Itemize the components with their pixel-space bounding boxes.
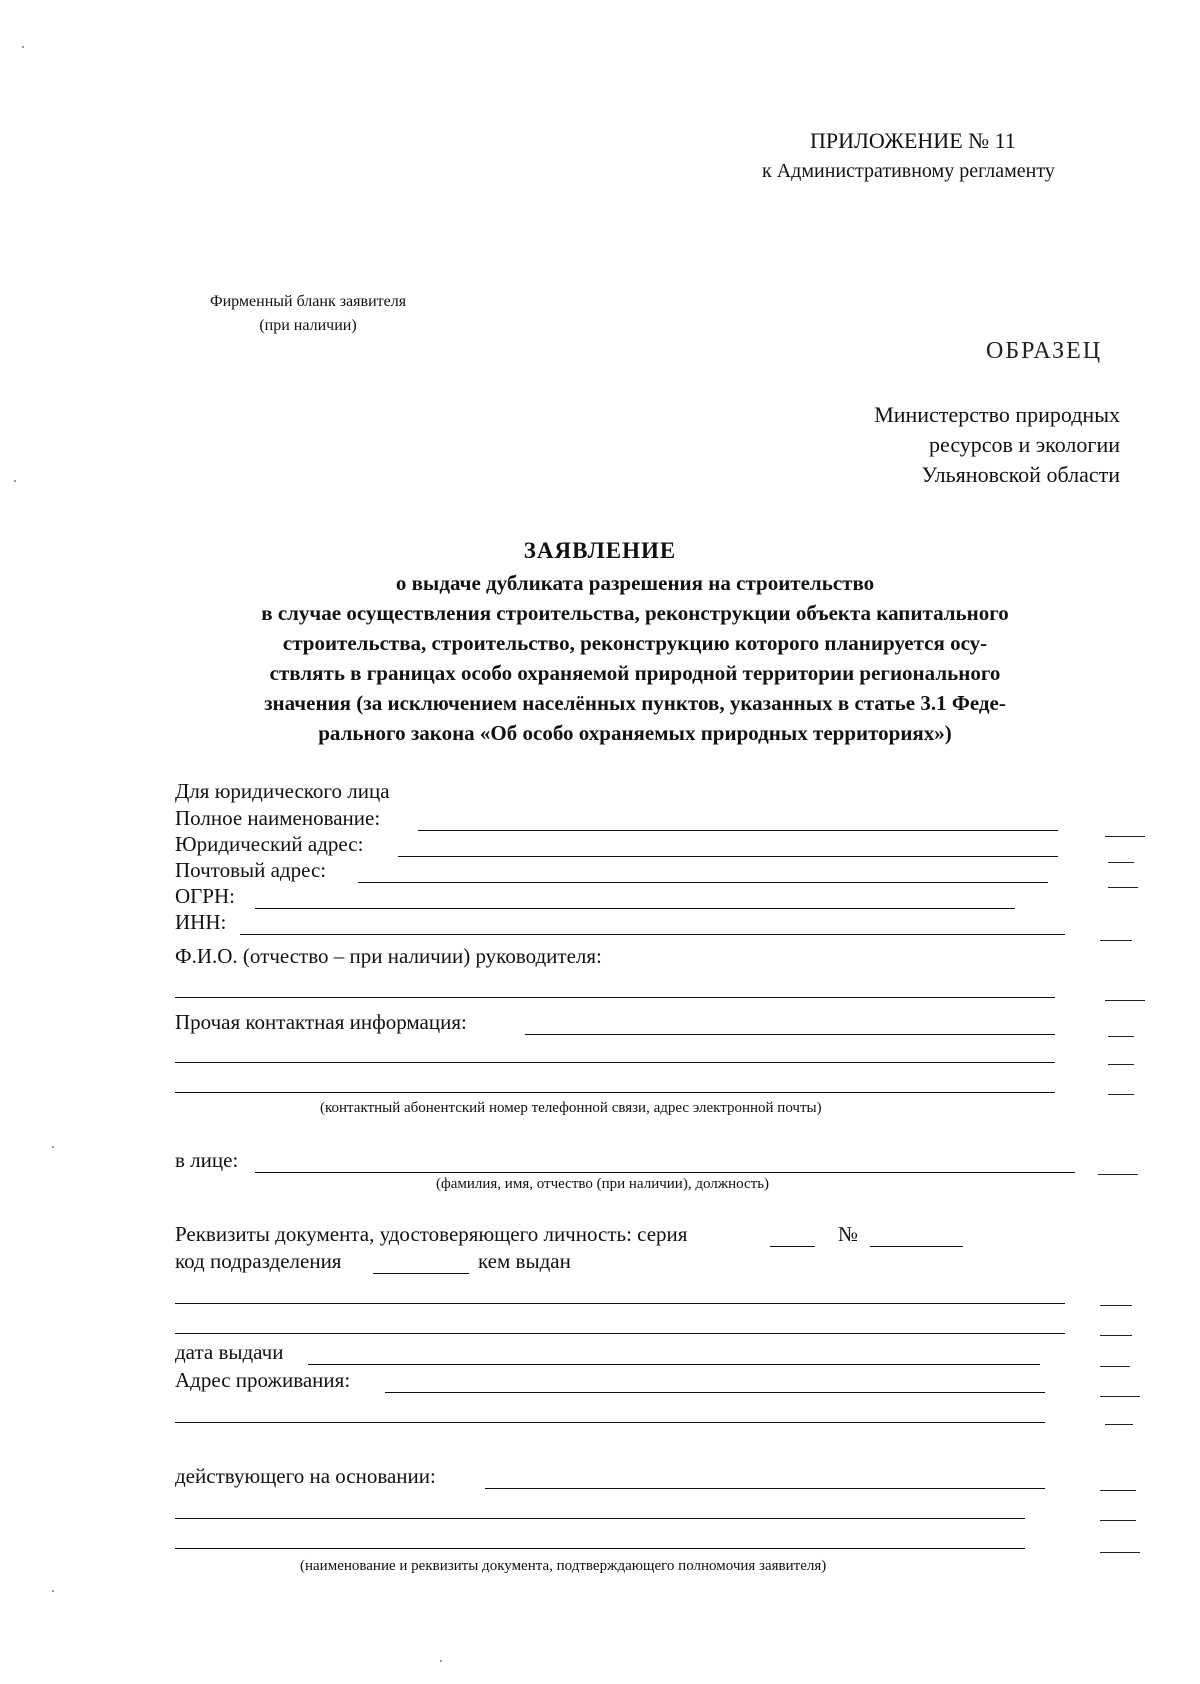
issued-by-field-1[interactable]: [175, 1303, 1065, 1304]
residence-field-2[interactable]: [175, 1422, 1045, 1423]
contact-label: Прочая контактная информация:: [175, 1010, 467, 1034]
scan-speck: [52, 1146, 54, 1148]
id-number-field[interactable]: [870, 1246, 963, 1247]
basis-field-3[interactable]: [175, 1548, 1025, 1549]
scan-speck: [22, 46, 24, 48]
margin-dash: [1100, 1552, 1140, 1553]
ogrn-field[interactable]: [255, 908, 1015, 909]
legal-address-field[interactable]: [398, 856, 1058, 857]
id-number-label: №: [838, 1222, 859, 1246]
margin-dash: [1100, 1490, 1136, 1491]
contact-hint: (контактный абонентский номер телефонной связи, адрес электронной почты): [320, 1100, 822, 1116]
subject-line: рального закона «Об особо охраняемых природных территориях»): [318, 721, 952, 745]
subject-line: о выдаче дубликата разрешения на строительство: [395, 571, 875, 595]
inn-field[interactable]: [240, 934, 1065, 935]
scan-speck: [440, 1660, 442, 1662]
residence-label: Адрес проживания:: [175, 1368, 351, 1392]
sample-mark: ОБРАЗЕЦ: [986, 338, 1103, 364]
subject-line: в случае осуществления строительства, реконструкции объекта капитального: [261, 601, 1009, 625]
issue-date-label: дата выдачи: [175, 1340, 284, 1364]
margin-dash: [1100, 1305, 1132, 1306]
margin-dash: [1100, 1520, 1136, 1521]
full-name-label: Полное наименование:: [175, 806, 381, 830]
margin-dash: [1100, 1335, 1132, 1336]
document-title: ЗАЯВЛЕНИЕ: [523, 538, 677, 563]
margin-dash: [1098, 1174, 1138, 1175]
contact-field-3[interactable]: [175, 1092, 1055, 1093]
appendix-title: ПРИЛОЖЕНИЕ № 11: [810, 128, 1016, 153]
issued-by-field-2[interactable]: [175, 1333, 1065, 1334]
full-name-field[interactable]: [418, 830, 1058, 831]
margin-dash: [1100, 1396, 1140, 1397]
basis-field-2[interactable]: [175, 1518, 1025, 1519]
division-code-label: код подразделения: [175, 1249, 342, 1273]
margin-dash: [1105, 1000, 1145, 1001]
ogrn-label: ОГРН:: [175, 884, 235, 908]
margin-dash: [1108, 887, 1138, 888]
appendix-subtitle: к Административному регламенту: [762, 160, 1055, 182]
margin-dash: [1100, 940, 1132, 941]
letterhead-line-1: Фирменный бланк заявителя: [209, 293, 407, 310]
letterhead-note: [178, 290, 438, 338]
margin-dash: [1105, 1424, 1133, 1425]
represented-by-field[interactable]: [255, 1172, 1075, 1173]
margin-dash: [1108, 862, 1134, 863]
residence-field-1[interactable]: [385, 1392, 1045, 1393]
scan-speck: [52, 1590, 54, 1592]
legal-address-label: Юридический адрес:: [175, 832, 364, 856]
recipient-line-3: Ульяновской области: [921, 462, 1120, 487]
recipient-block: [760, 400, 1120, 490]
subject-line: значения (за исключением населённых пунктов, указанных в статье 3.1 Феде-: [264, 691, 1006, 715]
inn-label: ИНН:: [175, 910, 227, 934]
basis-label: действующего на основании:: [175, 1464, 436, 1488]
postal-address-field[interactable]: [358, 882, 1048, 883]
director-field[interactable]: [175, 997, 1055, 998]
margin-dash: [1100, 1366, 1130, 1367]
id-document-label: Реквизиты документа, удостоверяющего личность: серия: [175, 1222, 688, 1246]
director-label: Ф.И.О. (отчество – при наличии) руководителя:: [175, 944, 602, 968]
contact-field-2[interactable]: [175, 1062, 1055, 1063]
document-subject: [150, 568, 1120, 748]
id-series-field[interactable]: [770, 1246, 815, 1247]
legal-entity-heading: Для юридического лица: [175, 779, 390, 803]
recipient-line-1: Министерство природных: [874, 402, 1120, 427]
division-code-field[interactable]: [373, 1273, 469, 1274]
postal-address-label: Почтовый адрес:: [175, 858, 327, 882]
margin-dash: [1108, 1064, 1134, 1065]
subject-line: строительства, строительство, реконструкцию которого планируется осу-: [282, 631, 988, 655]
recipient-line-2: ресурсов и экологии: [929, 432, 1120, 457]
represented-by-label: в лице:: [175, 1148, 239, 1172]
contact-field-1[interactable]: [525, 1034, 1055, 1035]
scan-speck: [14, 480, 16, 482]
basis-field-1[interactable]: [485, 1488, 1045, 1489]
subject-line: ствлять в границах особо охраняемой природной территории регионального: [269, 661, 1001, 685]
basis-hint: (наименование и реквизиты документа, подтверждающего полномочия заявителя): [300, 1558, 827, 1574]
margin-dash: [1108, 1036, 1134, 1037]
issue-date-field[interactable]: [308, 1364, 1040, 1365]
represented-by-hint: (фамилия, имя, отчество (при наличии), должность): [436, 1176, 770, 1192]
margin-dash: [1108, 1094, 1134, 1095]
letterhead-line-2: (при наличии): [259, 317, 357, 334]
margin-dash: [1105, 836, 1145, 837]
issued-by-label: кем выдан: [478, 1249, 571, 1273]
